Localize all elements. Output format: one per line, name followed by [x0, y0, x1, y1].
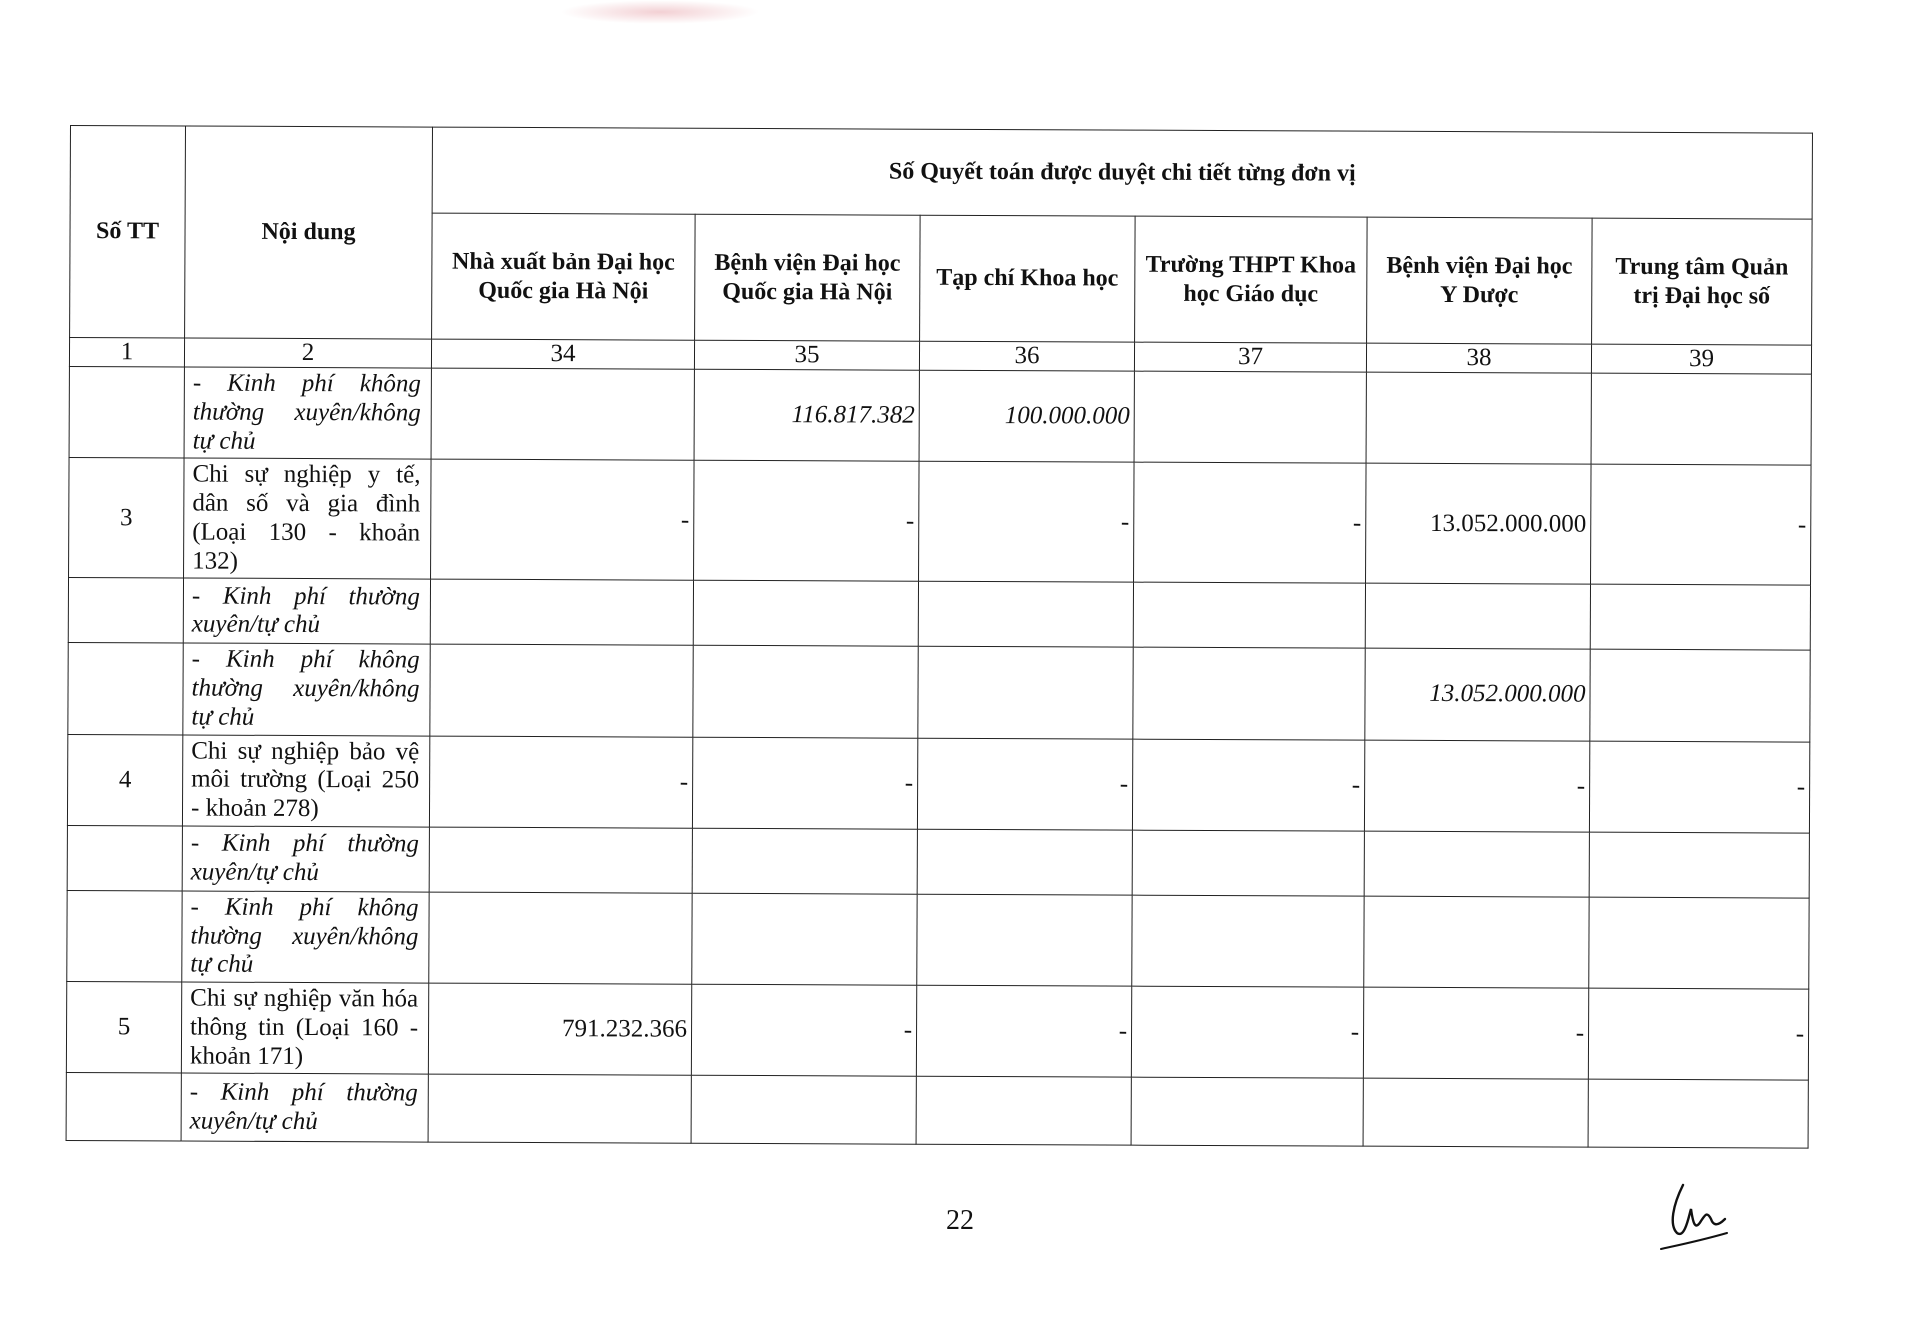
row-value: - [919, 461, 1135, 582]
row-value: - [916, 985, 1131, 1077]
row-value [1133, 647, 1365, 739]
row-value [430, 579, 693, 645]
row-value: 116.817.382 [694, 369, 919, 461]
column-number: 2 [184, 338, 431, 368]
row-value [1132, 895, 1364, 987]
row-stt [68, 643, 183, 735]
row-value: - [1591, 464, 1812, 585]
row-value: - [429, 736, 692, 828]
column-number: 1 [69, 338, 184, 368]
row-value [1364, 896, 1589, 988]
row-value [429, 892, 692, 984]
table-row [67, 825, 1809, 898]
row-value [1590, 584, 1810, 650]
row-value [429, 827, 692, 893]
row-value [1589, 832, 1809, 898]
row-stt: 3 [69, 458, 185, 579]
row-stt [68, 578, 183, 644]
row-value [918, 581, 1133, 647]
table-row [66, 1073, 1808, 1149]
row-value: - [1134, 462, 1367, 583]
header-unit: Nhà xuất bản Đại học Quốc gia Hà Nội [432, 213, 696, 340]
header-unit: Trung tâm Quản trị Đại học số [1592, 218, 1813, 345]
row-value [917, 829, 1132, 895]
row-content: - Kinh phí thường xuyên/tự chủ [183, 578, 430, 644]
row-value: - [1589, 741, 1809, 833]
row-value [1366, 372, 1591, 464]
column-number: 36 [919, 341, 1134, 371]
header-group: Số Quyết toán được duyệt chi tiết từng đơn vị [432, 127, 1812, 219]
row-value [1132, 830, 1364, 896]
row-content: - Kinh phí không thường xuyên/không tự chủ [182, 891, 429, 983]
row-value [1591, 373, 1811, 465]
column-number: 35 [694, 340, 919, 370]
row-content: - Kinh phí không thường xuyên/không tự chủ [184, 367, 431, 459]
row-stt [67, 890, 182, 982]
row-value [428, 1074, 691, 1143]
row-value: 791.232.366 [428, 983, 691, 1075]
row-value: - [694, 460, 920, 581]
row-value [1134, 371, 1366, 463]
row-value [1364, 831, 1589, 897]
row-value: - [692, 737, 917, 829]
header-unit: Trường THPT Khoa học Giáo dục [1135, 216, 1368, 343]
table-row [67, 890, 1809, 989]
page-number: 22 [946, 1205, 974, 1236]
row-stt: 5 [66, 981, 181, 1073]
row-value [1589, 897, 1809, 989]
row-value [692, 828, 917, 894]
row-value [1588, 1079, 1808, 1148]
budget-settlement-table [66, 125, 1813, 1149]
row-value: 100.000.000 [919, 370, 1134, 462]
row-value: - [431, 459, 695, 580]
table-row [68, 578, 1810, 651]
row-value: - [1364, 740, 1589, 832]
row-value [917, 894, 1132, 986]
header-unit: Bệnh viện Đại học Y Dược [1367, 217, 1593, 344]
row-stt [66, 1073, 181, 1142]
row-value [693, 580, 918, 646]
table-row [69, 458, 1812, 586]
column-number: 39 [1591, 344, 1811, 374]
row-value [1131, 1077, 1363, 1146]
handwritten-signature [1655, 1175, 1735, 1255]
row-value: - [917, 738, 1132, 830]
row-content: Chi sự nghiệp bảo vệ môi trường (Loại 250 - khoản 278) [182, 734, 429, 826]
row-content: Chi sự nghiệp văn hóa thông tin (Loại 160 - khoản 171) [181, 982, 428, 1074]
row-content: - Kinh phí thường xuyên/tự chủ [182, 826, 429, 892]
table-row [67, 734, 1809, 833]
row-stt [67, 825, 182, 891]
red-stamp-fragment [560, 0, 760, 24]
row-value: - [1131, 986, 1363, 1078]
row-value [693, 645, 918, 737]
row-value [691, 1075, 916, 1144]
table-row [69, 366, 1811, 465]
budget-table-sheet [66, 125, 1812, 1149]
row-value: 13.052.000.000 [1365, 648, 1590, 740]
row-value [431, 368, 694, 460]
row-value [1590, 649, 1810, 741]
header-unit: Bệnh viện Đại học Quốc gia Hà Nội [695, 214, 921, 341]
row-value [916, 1076, 1131, 1145]
row-value [430, 644, 693, 736]
row-value: - [691, 984, 916, 1076]
table-body [66, 366, 1811, 1148]
table-row [66, 981, 1808, 1080]
column-number: 37 [1134, 342, 1366, 372]
row-value: - [1132, 739, 1364, 831]
column-number: 38 [1366, 343, 1591, 373]
header-unit: Tạp chí Khoa học [920, 215, 1136, 342]
row-value: 13.052.000.000 [1366, 463, 1592, 584]
header-stt: Số TT [70, 126, 186, 338]
row-stt: 4 [67, 734, 182, 826]
row-content: - Kinh phí không thường xuyên/không tự chủ [183, 643, 430, 735]
row-value [1363, 1078, 1588, 1147]
column-number: 34 [431, 339, 694, 369]
row-value: - [1363, 987, 1588, 1079]
row-content: Chi sự nghiệp y tế, dân số và gia đình (Loại 130 - khoản 132) [184, 458, 432, 579]
row-value: - [1588, 988, 1808, 1080]
row-value [1133, 582, 1365, 648]
table-row [68, 643, 1810, 742]
row-stt [69, 366, 184, 458]
row-content: - Kinh phí thường xuyên/tự chủ [181, 1073, 428, 1142]
row-value [918, 646, 1133, 738]
row-value [692, 893, 917, 985]
row-value [1365, 583, 1590, 649]
header-content: Nội dung [185, 126, 433, 339]
